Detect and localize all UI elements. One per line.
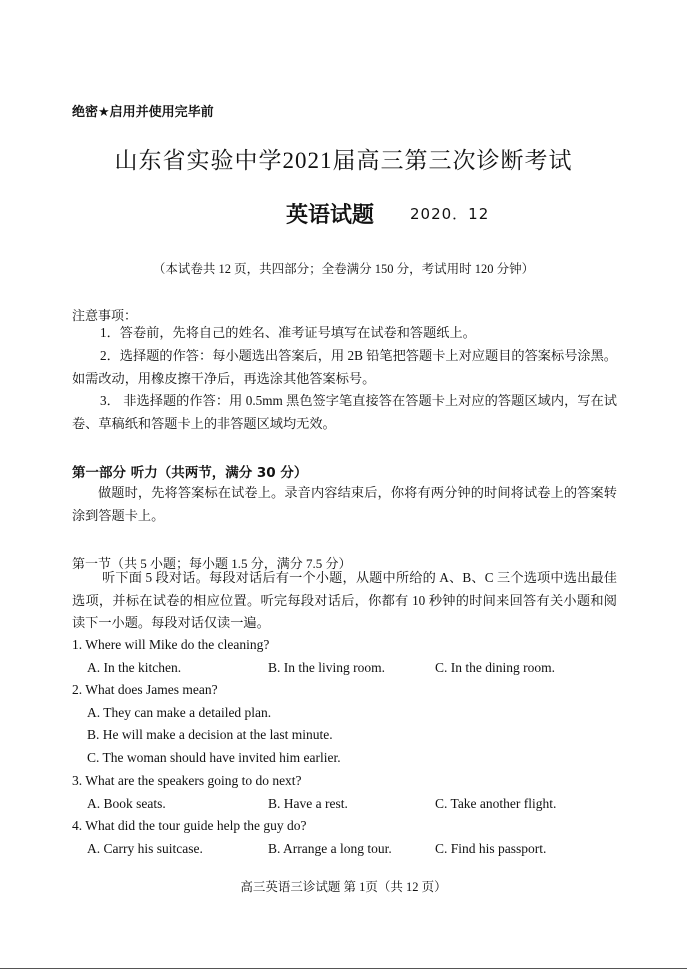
question-1-option-b: B. In the living room. <box>268 660 385 675</box>
exam-title: 山东省实验中学2021届高三第三次诊断考试 <box>114 148 573 173</box>
question-3-option-a: A. Book seats. <box>87 796 166 811</box>
section1-intro: 听下面 5 段对话。每段对话后有一个小题，从题中所给的 A、B、C 三个选项中选出最佳选项，并标在试卷的相应位置。听完每段对话后，你都有 10 秒钟的时间来回答有关小题和阅读下一小题。每段对话仅读一遍。 <box>72 570 617 630</box>
question-1-option-c: C. In the dining room. <box>435 660 555 675</box>
question-2-option-b: B. He will make a decision at the last minute. <box>87 727 333 742</box>
question-3-option-c: C. Take another flight. <box>435 796 557 811</box>
question-3-option-b: B. Have a rest. <box>268 796 348 811</box>
section1-title: 第一节（共 5 小题；每小题 1.5 分，满分 7.5 分） <box>72 556 352 571</box>
exam-info: （本试卷共 12 页，共四部分；全卷满分 150 分，考试用时 120 分钟） <box>152 262 535 276</box>
note-item-3: 3． 非选择题的作答：用 0.5mm 黑色签字笔直接答在答题卡上对应的答题区域内，写在试卷、草稿纸和答题卡上的非答题区域均无效。 <box>72 393 617 431</box>
page-bottom-rule <box>0 968 687 969</box>
part1-title: 第一部分 听力（共两节，满分 30 分） <box>72 465 308 481</box>
question-1-stem: 1. Where will Mike do the cleaning? <box>72 637 270 652</box>
notes-title: 注意事项： <box>72 309 138 324</box>
question-4-option-c: C. Find his passport. <box>435 841 547 856</box>
question-4-option-b: B. Arrange a long tour. <box>268 841 392 856</box>
note-item-1: 1．答卷前，先将自己的姓名、准考证号填写在试卷和答题纸上。 <box>100 325 476 340</box>
question-4-option-a: A. Carry his suitcase. <box>87 841 203 856</box>
confidential-label: 绝密★启用并使用完毕前 <box>72 105 214 120</box>
question-1-option-a: A. In the kitchen. <box>87 660 182 675</box>
question-4-stem: 4. What did the tour guide help the guy do? <box>72 818 307 833</box>
question-3-stem: 3. What are the speakers going to do next? <box>72 773 302 788</box>
question-2-option-a: A. They can make a detailed plan. <box>87 705 272 720</box>
note-item-2: 2．选择题的作答：每小题选出答案后，用 2B 铅笔把答题卡上对应题目的答案标号涂黑。如需改动，用橡皮擦干净后，再选涂其他答案标号。 <box>72 348 617 386</box>
part1-intro: 做题时，先将答案标在试卷上。录音内容结束后，你将有两分钟的时间将试卷上的答案转涂到答题卡上。 <box>72 485 617 523</box>
question-2-option-c: C. The woman should have invited him earlier. <box>87 750 341 765</box>
page-footer: 高三英语三诊试题 第 1页（共 12 页） <box>240 880 447 894</box>
subject-title: 英语试题 <box>286 203 375 228</box>
exam-date: 2020．12 <box>410 205 490 223</box>
question-2-stem: 2. What does James mean? <box>72 682 218 697</box>
